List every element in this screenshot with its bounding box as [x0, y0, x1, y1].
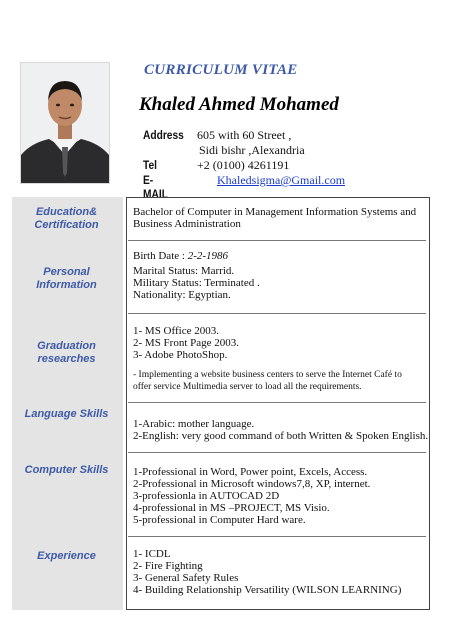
label-language: Language Skills	[24, 408, 109, 420]
address-line2: Sidi bishr ,Alexandria	[199, 143, 305, 157]
graduation-item: 2- MS Front Page 2003.	[133, 337, 240, 349]
graduation-item: 1- MS Office 2003.	[133, 325, 219, 337]
nationality: Nationality: Egyptian.	[133, 289, 231, 301]
candidate-name: Khaled Ahmed Mohamed	[139, 94, 339, 115]
label-education: Education& Certification	[34, 206, 99, 231]
language-item: 2-English: very good command of both Written & Spoken English.	[133, 430, 429, 442]
cv-title: CURRICULUM VITAE	[144, 62, 298, 78]
graduation-note: offer service Multimedia server to load all the requirements.	[133, 382, 362, 392]
section-label-column	[12, 197, 123, 610]
experience-item: 3- General Safety Rules	[133, 572, 239, 584]
tel-label: Tel	[143, 158, 157, 172]
section-divider	[128, 536, 426, 537]
label-computer: Computer Skills	[24, 464, 109, 476]
experience-item: 4- Building Relationship Versatility (WILSON LEARNING)	[133, 584, 402, 596]
label-experience: Experience	[37, 550, 96, 562]
computer-item: 5-professional in Computer Hard ware.	[133, 514, 306, 526]
section-divider	[128, 313, 426, 314]
profile-photo	[20, 62, 110, 184]
computer-item: 1-Professional in Word, Power point, Excels, Access.	[133, 466, 368, 478]
birth-date: Birth Date : 2-2-1986	[133, 250, 229, 262]
marital-status: Marital Status: Marrid.	[133, 265, 235, 277]
graduation-item: 3- Adobe PhotoShop.	[133, 349, 228, 361]
computer-item: 2-Professional in Microsoft windows7,8, XP, internet.	[133, 478, 371, 490]
label-graduation: Graduation researches	[37, 340, 96, 365]
computer-item: 3-professionla in AUTOCAD 2D	[133, 490, 280, 502]
address-label: Address	[143, 128, 184, 142]
email-link[interactable]: Khaledsigma@Gmail.com	[217, 173, 346, 187]
language-item: 1-Arabic: mother language.	[133, 418, 255, 430]
military-status: Military Status: Terminated .	[133, 277, 260, 289]
experience-item: 2- Fire Fighting	[133, 560, 203, 572]
education-line: Business Administration	[133, 218, 241, 230]
computer-item: 4-professional in MS –PROJECT, MS Visio.	[133, 502, 330, 514]
email-label: E-MAIL	[143, 173, 168, 201]
tel-value: +2 (0100) 4261191	[197, 158, 290, 172]
section-divider	[128, 402, 426, 403]
graduation-note: - Implementing a website business centers to serve the Internet Café to	[133, 370, 402, 380]
section-divider	[128, 240, 426, 241]
section-divider	[128, 452, 426, 453]
label-personal: Personal Information	[36, 266, 97, 291]
person-portrait-icon	[21, 63, 109, 183]
experience-item: 1- ICDL	[133, 548, 171, 560]
address-line1: 605 with 60 Street ,	[197, 128, 292, 142]
education-line: Bachelor of Computer in Management Information Systems and	[133, 206, 417, 218]
